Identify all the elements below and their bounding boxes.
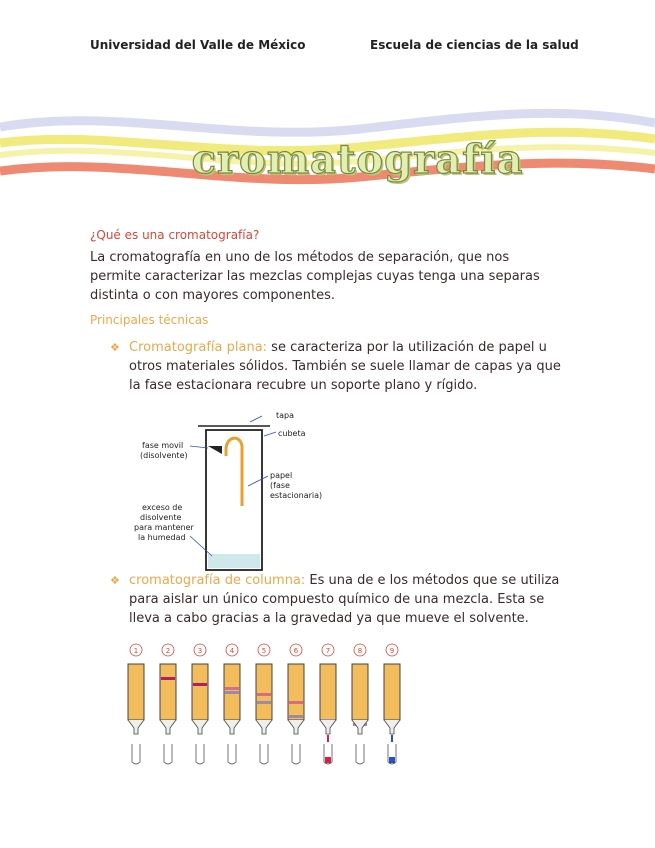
collection-tube xyxy=(164,744,172,764)
label-exceso: exceso de xyxy=(142,503,183,512)
separation-band xyxy=(257,701,271,704)
column-body xyxy=(160,664,176,720)
step-number: 2 xyxy=(165,647,171,655)
header-university: Universidad del Valle de México xyxy=(90,38,306,52)
collection-tube xyxy=(260,744,268,764)
label-disolvente-2: disolvente xyxy=(140,513,182,522)
column-body xyxy=(192,664,208,720)
label-fase-movil: fase movil xyxy=(142,441,184,450)
column-tip xyxy=(128,720,144,734)
column-body xyxy=(352,664,368,720)
column-step xyxy=(384,644,400,764)
column-tip xyxy=(160,720,176,734)
label-estacionaria: estacionaria) xyxy=(270,491,323,500)
column-chromatography-steps xyxy=(120,640,410,770)
technique-term: cromatografía de columna: xyxy=(129,573,306,588)
column-step xyxy=(288,644,304,764)
column-tip xyxy=(352,720,368,734)
collection-tube xyxy=(132,744,140,764)
column-tip xyxy=(224,720,240,734)
step-number: 1 xyxy=(133,647,139,655)
step-number: 6 xyxy=(293,647,299,655)
collection-tube xyxy=(196,744,204,764)
page-title: cromatografía xyxy=(191,136,524,183)
column-tip xyxy=(256,720,272,734)
column-body xyxy=(128,664,144,720)
column-step xyxy=(160,644,176,764)
column-step xyxy=(224,644,240,764)
collected-fraction xyxy=(389,757,395,763)
label-para-mantener: para mantener xyxy=(134,523,194,532)
step-number: 5 xyxy=(261,647,267,655)
label-cubeta: cubeta xyxy=(278,429,306,438)
step-number: 4 xyxy=(229,647,235,655)
collection-tube xyxy=(356,744,364,764)
collection-tube xyxy=(228,744,236,764)
column-body xyxy=(384,664,400,720)
column-step xyxy=(128,644,144,764)
step-number: 9 xyxy=(389,647,395,655)
column-tip xyxy=(288,720,304,734)
step-number: 8 xyxy=(357,647,363,655)
separation-band xyxy=(289,701,303,704)
column-body xyxy=(256,664,272,720)
collection-tube xyxy=(292,744,300,764)
separation-band xyxy=(257,693,271,696)
techniques-heading: Principales técnicas xyxy=(90,313,209,327)
label-fase: (fase xyxy=(270,481,290,490)
separation-band xyxy=(193,683,207,686)
step-number: 7 xyxy=(325,647,331,655)
column-step xyxy=(320,644,336,764)
list-item xyxy=(110,338,563,395)
planar-chromatography-diagram xyxy=(130,406,350,576)
column-body xyxy=(320,664,336,720)
intro-paragraph: La cromatografía en uno de los métodos de separación, que nos permite caracterizar las mezclas complejas cuyas tenga una separas distinta o con mayores componentes. xyxy=(90,250,540,303)
list-item xyxy=(110,571,563,628)
column-step xyxy=(352,644,368,764)
collected-fraction xyxy=(325,757,331,763)
separation-band xyxy=(225,691,239,694)
column-step xyxy=(192,644,208,764)
separation-band xyxy=(289,715,303,718)
label-papel: papel xyxy=(270,471,293,480)
diamond-bullet-icon: ❖ xyxy=(110,341,120,354)
section-question: ¿Qué es una cromatografía? xyxy=(90,228,260,242)
column-step xyxy=(256,644,272,764)
label-disolvente: (disolvente) xyxy=(140,451,188,460)
header-school: Escuela de ciencias de la salud xyxy=(370,38,579,52)
diamond-bullet-icon: ❖ xyxy=(110,574,120,587)
label-humedad: la humedad xyxy=(138,533,186,542)
technique-term: Cromatografía plana: xyxy=(129,340,268,355)
separation-band xyxy=(161,677,175,680)
separation-band xyxy=(225,687,239,690)
technique-description: Es una de e los métodos que se utiliza para aislar un único compuesto químico de una mezcla. Esta se lleva a cabo gracias a la gravedad ya que mueve el solvente. xyxy=(129,573,560,626)
step-number: 3 xyxy=(197,647,203,655)
column-tip xyxy=(384,720,400,734)
column-body xyxy=(288,664,304,720)
technique-description: se caracteriza por la utilización de papel u otros materiales sólidos. También se suele llamar de capas ya que la fase estacionara recubre un soporte plano y rígido. xyxy=(129,340,561,393)
column-tip xyxy=(192,720,208,734)
label-tapa: tapa xyxy=(276,411,295,420)
column-tip xyxy=(320,720,336,734)
